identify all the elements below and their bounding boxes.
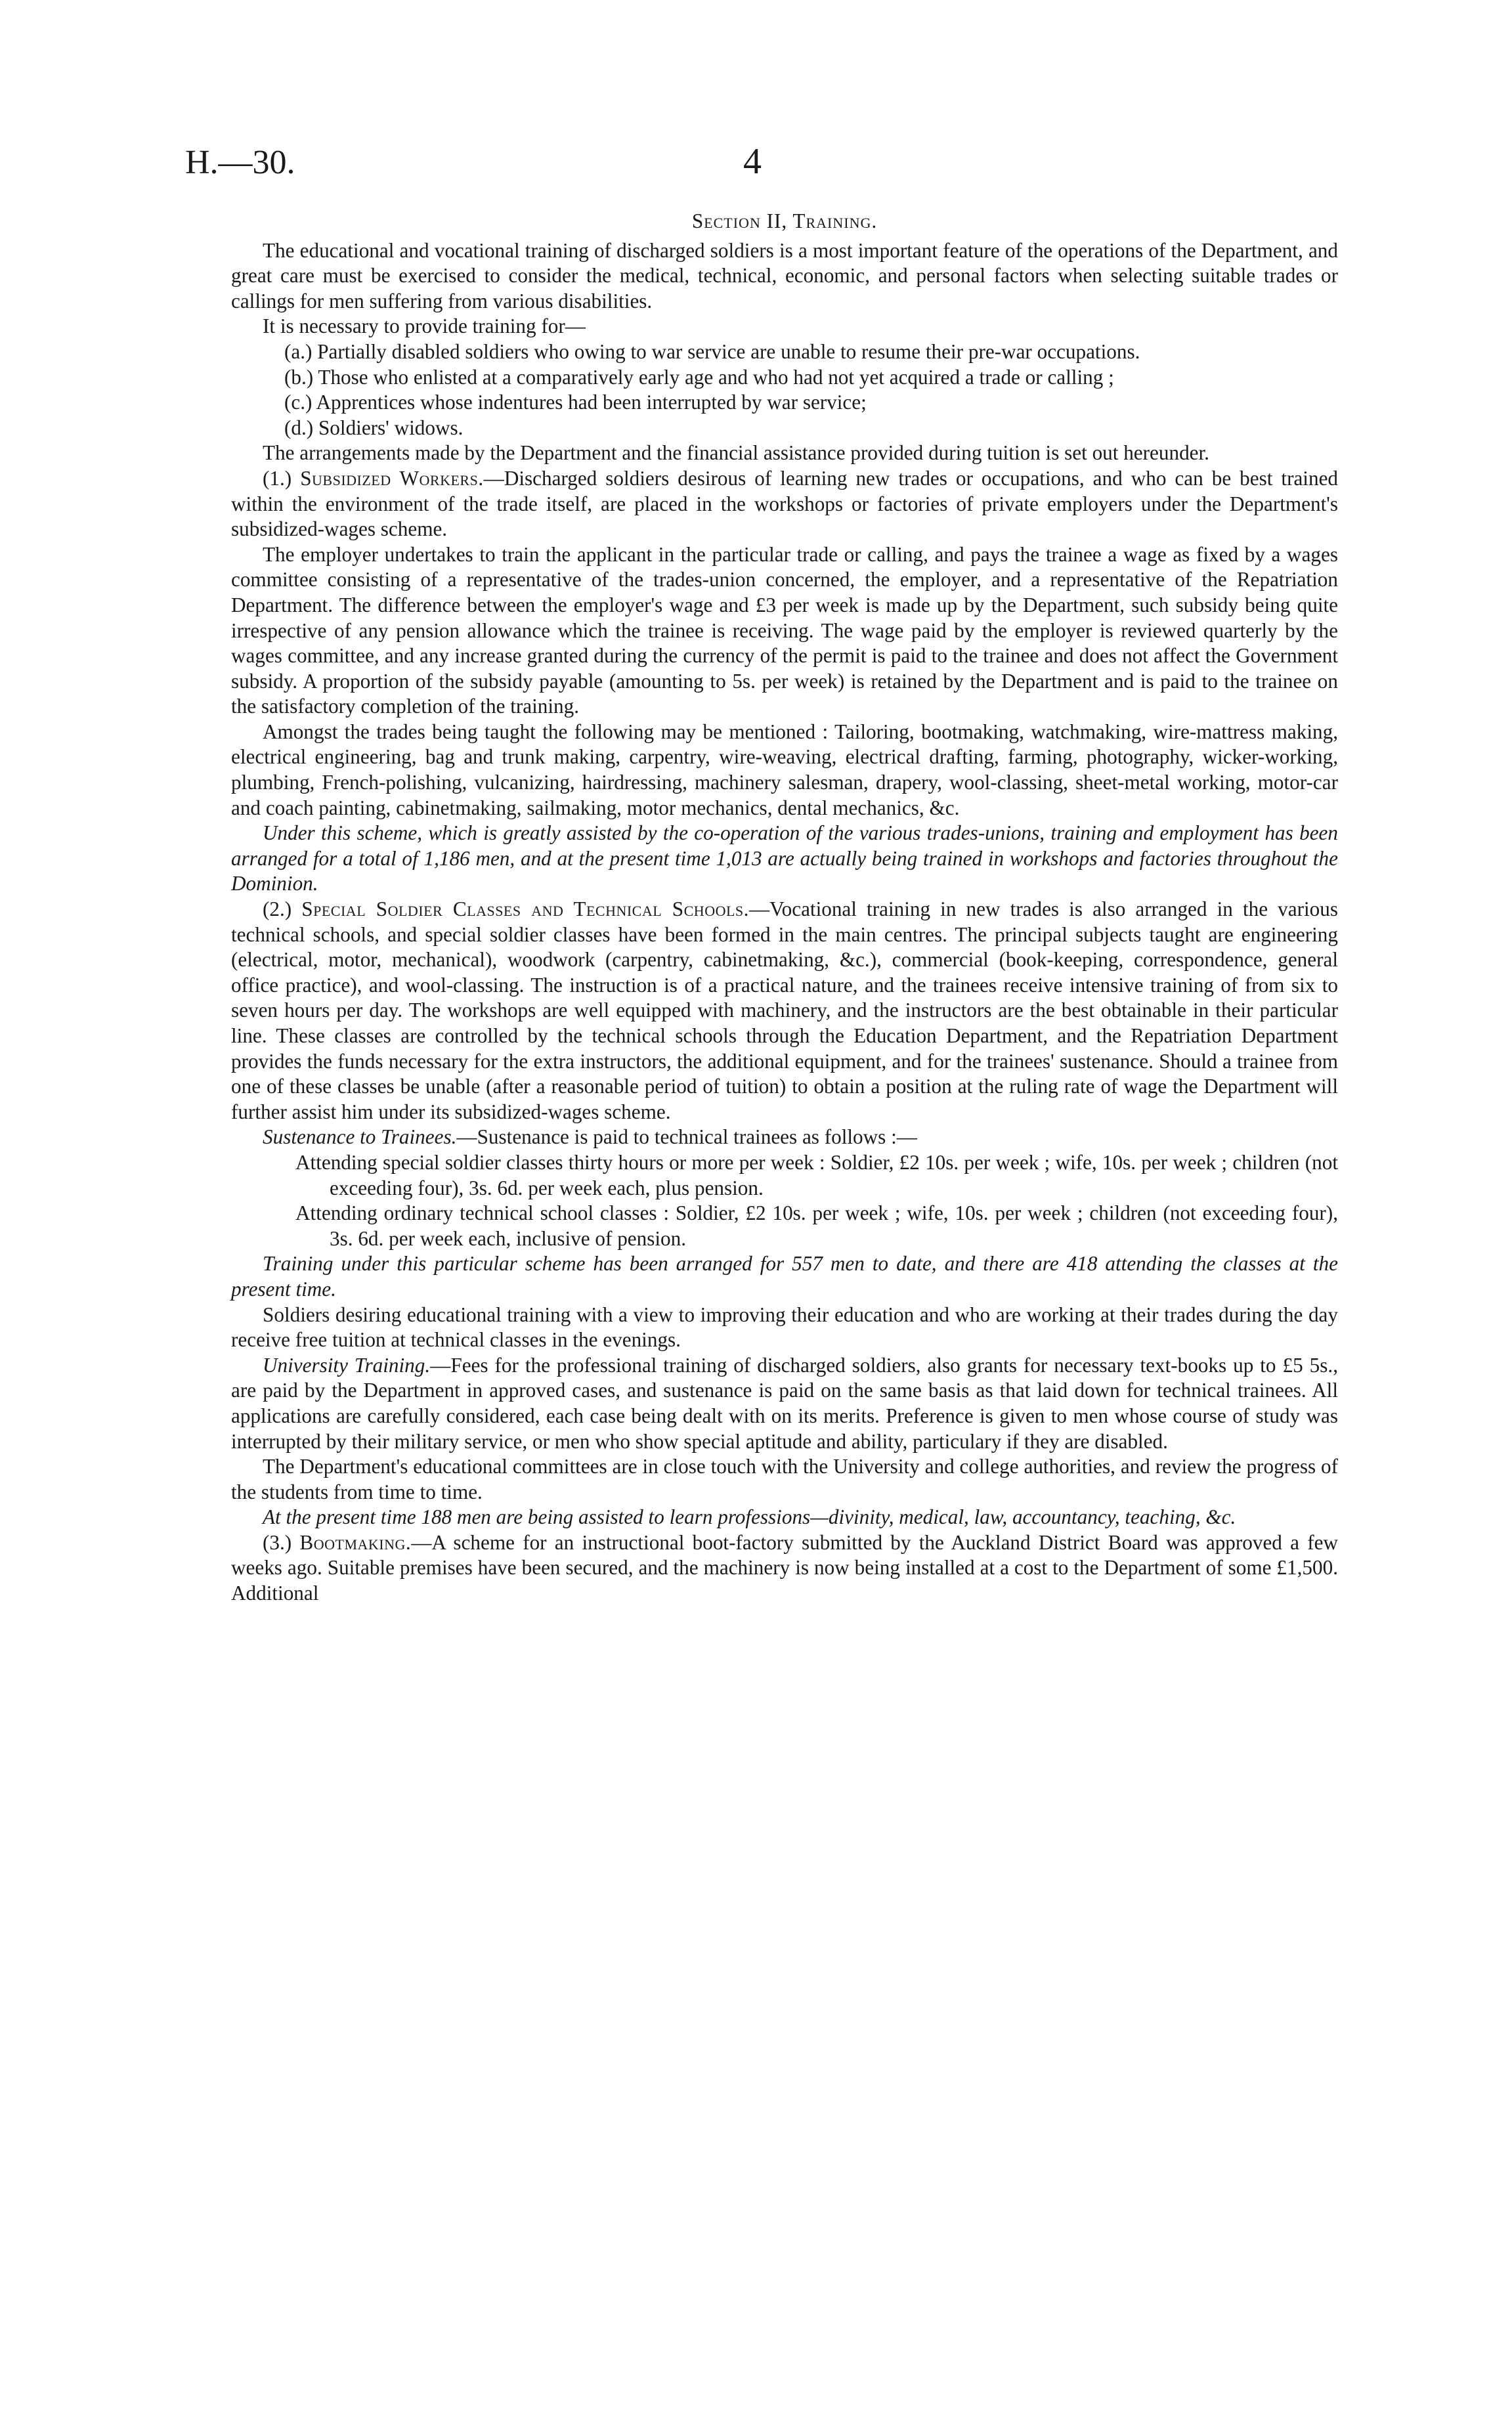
sustenance-item-special: Attending special soldier classes thirty hours or more per week : Soldier, £2 10s. per week ; wife, 10s. per week ; children (not exceeding four), 3s. 6d. per week each, plus pension.: [295, 1150, 1338, 1199]
training-item-c: (c.) Apprentices whose indentures had been interrupted by war service;: [284, 391, 867, 414]
intro-lead: It is necessary to provide training for—: [263, 314, 586, 338]
sustenance-heading: Sustenance to Trainees.: [263, 1125, 457, 1149]
special-heading: Special Soldier Classes and Technical Schools.: [301, 897, 749, 921]
bootmaking-paragraph: [231, 1530, 1338, 1606]
trades-paragraph: Amongst the trades being taught the following may be mentioned : Tailoring, bootmaking, watchmaking, wire-mattress making, electrical engineering, bag and trunk making, carpentry, wire-weaving, electrical drafting, farming, photography, wicker-working, plumbing, French-polishing, vulcanizing, hairdressing, machinery salesman, drapery, wool-classing, sheet-metal working, motor-car and coach painting, cabinetmaking, sailmaking, motor mechanics, dental mechanics, &c.: [231, 720, 1338, 819]
training-item-a: (a.) Partially disabled soldiers who owing to war service are unable to resume their pre-war occupations.: [284, 339, 1140, 363]
committees-paragraph: The Department's educational committees are in close touch with the University and college authorities, and review the progress of the students from time to time.: [231, 1455, 1338, 1503]
evening-classes-paragraph: Soldiers desiring educational training with a view to improving their education and who are working at their trades during the day receive free tuition at technical classes in the evenings.: [231, 1303, 1338, 1352]
bootmaking-heading: Bootmaking.: [299, 1530, 412, 1554]
special-number: (2.): [263, 897, 292, 921]
arrangements-paragraph: The arrangements made by the Department and the financial assistance provided during tuition is set out hereunder.: [263, 441, 1209, 465]
bootmaking-number: (3.): [263, 1530, 292, 1554]
intro-paragraph: The educational and vocational training of discharged soldiers is a most important feature of the operations of the Department, and great care must be exercised to consider the medical, technical, economic, and personal factors when selecting suitable trades or callings for men suffering from various disabilities.: [231, 238, 1338, 312]
training-item-b: (b.) Those who enlisted at a comparatively early age and who had not yet acquired a trade or calling ;: [284, 365, 1114, 389]
section-title: Section II, Training.: [691, 209, 878, 232]
sustenance-item-ordinary: Attending ordinary technical school classes : Soldier, £2 10s. per week ; wife, 10s. per week ; children (not exceeding four), 3s. 6d. per week each, inclusive of pension.: [295, 1201, 1338, 1250]
body-text: [231, 209, 1338, 1606]
training-item-d: (d.) Soldiers' widows.: [284, 416, 464, 439]
subsidized-heading: Subsidized Workers.: [300, 466, 484, 490]
subsidized-text: —Discharged soldiers desirous of learning new trades or occupations, and who can be best trained within the environment of the trade itself, are placed in the workshops or factories of private employers under the Department's subsidized-wages scheme.: [231, 466, 1339, 541]
university-text: —Fees for the professional training of discharged soldiers, also grants for necessary text-books up to £5 5s., are paid by the Department in approved cases, and sustenance is paid on the same basis as that laid down for technical trainees. All applications are carefully considered, each case being dealt with on its merits. Preference is given to men whose course of study was interrupted by their military service, or men who show special aptitude and ability, particulary if they are disabled.: [231, 1353, 1338, 1453]
professions-summary-paragraph: At the present time 188 men are being assisted to learn professions—divinity, medical, law, accountancy, teaching, &c.: [263, 1505, 1236, 1529]
special-text: —Vocational training in new trades is also arranged in the various technical schools, and special soldier classes have been formed in the main centres. The principal subjects taught are engineering (electrical, motor, mechanical), woodwork (carpentry, cabinetmaking, &c.), commercial (book-keeping, correspondence, general office practice), and wool-classing. The instruction is of a practical nature, and the trainees receive intensive training of from six to seven hours per day. The workshops are well equipped with machinery, and the instructors are the best obtainable in their particular line. These classes are controlled by the technical schools through the Education Department, and the Repatriation Department provides the funds necessary for the extra instructors, the additional equipment, and for the trainees' sustenance. Should a trainee from one of these classes be unable (after a reasonable period of tuition) to obtain a position at the ruling rate of wage the Department will further assist him under its subsidized-wages scheme.: [231, 897, 1338, 1123]
bootmaking-text: —A scheme for an instructional boot-factory submitted by the Auckland District Board was approved a few weeks ago. Suitable premises have been secured, and the machinery is now being installed at a cost to the Department of some £1,500. Additional: [231, 1530, 1338, 1605]
university-heading: University Training.: [263, 1353, 431, 1377]
subsidized-workers-paragraph: [231, 466, 1338, 542]
training-summary-paragraph: Training under this particular scheme has been arranged for 557 men to date, and there are 418 attending the classes at the present time.: [231, 1252, 1338, 1301]
scheme-summary-paragraph: Under this scheme, which is greatly assisted by the co-operation of the various trades-unions, training and employment has been arranged for a total of 1,186 men, and at the present time 1,013 are actually being trained in workshops and factories throughout the Dominion.: [231, 821, 1338, 895]
document-code: H.—30.: [185, 144, 295, 181]
sustenance-paragraph: [231, 1125, 1338, 1150]
university-paragraph: [231, 1353, 1338, 1454]
sustenance-intro: —Sustenance is paid to technical trainees as follows :—: [456, 1125, 917, 1149]
page-number: 4: [743, 141, 762, 182]
special-classes-paragraph: [231, 897, 1338, 1125]
subsidized-number: (1.): [263, 466, 292, 490]
employer-paragraph: The employer undertakes to train the applicant in the particular trade or calling, and pays the trainee a wage as fixed by a wages committee consisting of a representative of the trades-union concerned, the employer, and a representative of the Repatriation Department. The difference between the employer's wage and £3 per week is made up by the Department, such subsidy being quite irrespective of any pension allowance which the trainee is receiving. The wage paid by the employer is reviewed quarterly by the wages committee, and any increase granted during the currency of the permit is paid to the trainee and does not affect the Government subsidy. A proportion of the subsidy payable (amounting to 5s. per week) is retained by the Department and is paid to the trainee on the satisfactory completion of the training.: [231, 542, 1338, 718]
